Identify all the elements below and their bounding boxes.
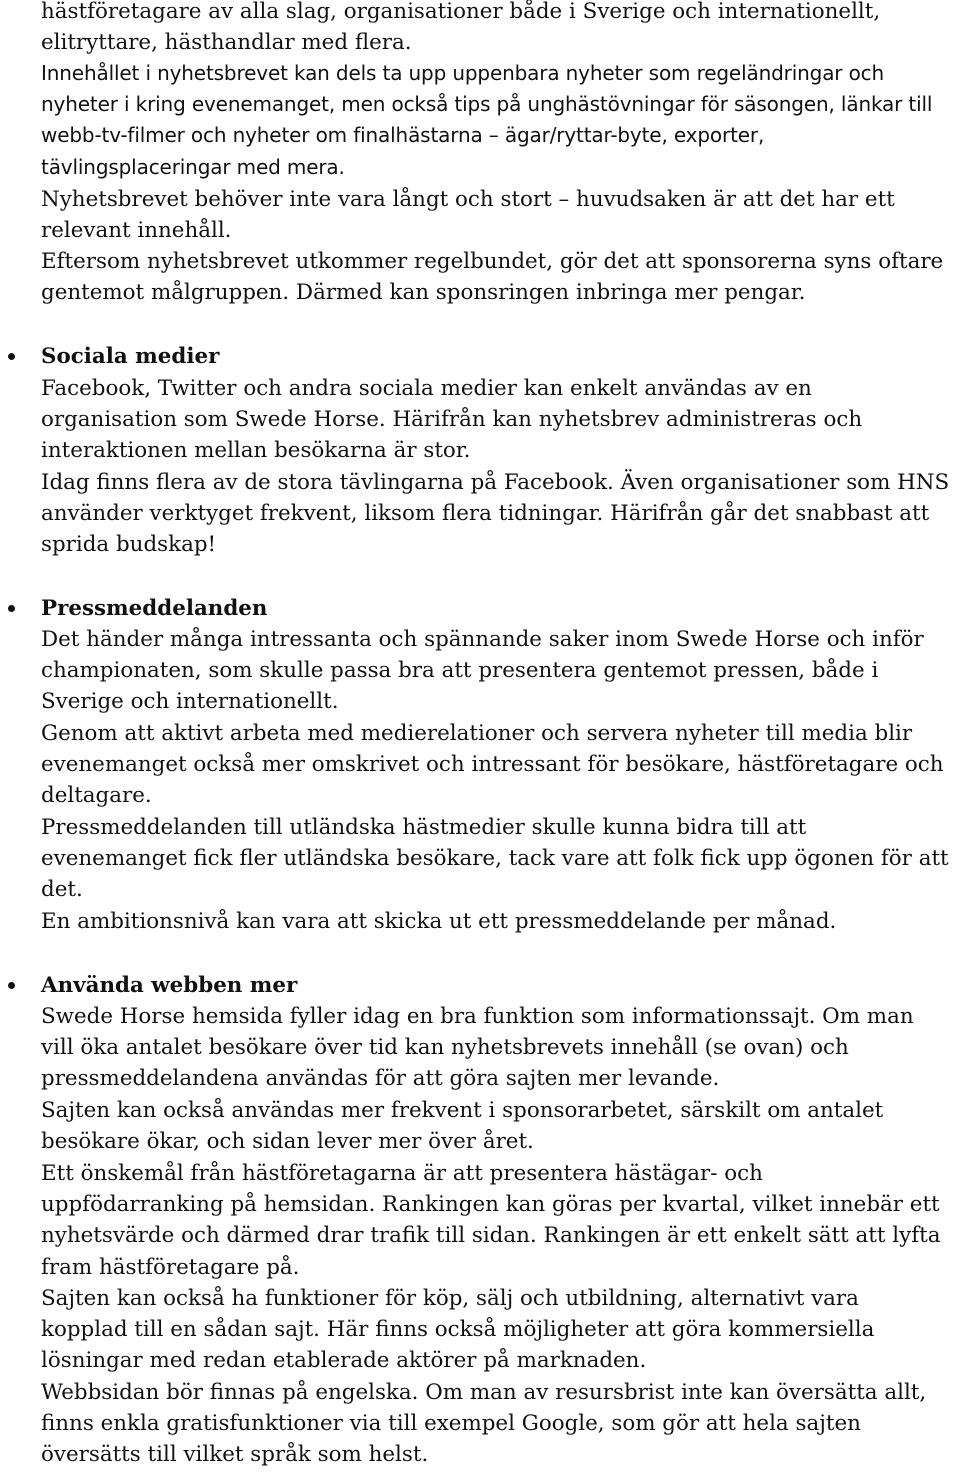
section-heading-pressmeddelanden: Pressmeddelanden [41,596,268,621]
section-heading-anvanda-webben: Använda webben mer [41,973,298,998]
pressmeddelanden-paragraph-1: Det händer många intressanta och spännande saker inom Swede Horse och inför championaten, som skulle passa bra att presentera gentemot pressen, både i Sverige och internationellt. [41,627,924,715]
anvanda-webben-paragraph-4: Sajten kan också ha funktioner för köp, sälj och utbildning, alternativt vara kopplad till en sådan sajt. Här finns också möjligheter att göra kommersiella lösningar med redan etablerade aktörer på marknaden. [41,1286,875,1374]
intro-paragraph-2: Innehållet i nyhetsbrevet kan dels ta upp uppenbara nyheter som regeländringar och nyheter i kring evenemanget, men också tips på unghästövningar för säsongen, länkar till webb-tv-filmer och nyheter om finalhästarna – ägar/ryttar-byte, exporter, tävlingsplaceringar med mera. [41,61,933,179]
sociala-medier-paragraph-1: Facebook, Twitter och andra sociala medier kan enkelt användas av en organisation som Swede Horse. Härifrån kan nyhetsbrev administreras och interaktionen mellan besökarna är stor. [41,376,863,464]
bullet-icon [8,605,15,612]
section-heading-sociala-medier: Sociala medier [41,344,220,369]
intro-paragraph-4: Eftersom nyhetsbrevet utkommer regelbundet, gör det att sponsorerna syns oftare gentemot målgruppen. Därmed kan sponsringen inbringa mer pengar. [41,249,944,306]
intro-paragraph-3: Nyhetsbrevet behöver inte vara långt och stort – huvudsaken är att det har ett relevant innehåll. [41,187,895,244]
anvanda-webben-paragraph-1: Swede Horse hemsida fyller idag en bra funktion som informationssajt. Om man vill öka antalet besökare över tid kan nyhetsbrevets innehåll (se ovan) och pressmeddelandena användas för att göra sajten mer levande. [41,1004,914,1092]
pressmeddelanden-paragraph-4: En ambitionsnivå kan vara att skicka ut ett pressmeddelande per månad. [41,909,837,934]
anvanda-webben-paragraph-2: Sajten kan också användas mer frekvent i sponsorarbetet, särskilt om antalet besökare ökar, och sidan lever mer över året. [41,1098,884,1155]
pressmeddelanden-paragraph-3: Pressmeddelanden till utländska hästmedier skulle kunna bidra till att evenemanget fick fler utländska besökare, tack vare att folk fick upp ögonen för att det. [41,815,949,903]
sociala-medier-paragraph-2: Idag finns flera av de stora tävlingarna på Facebook. Även organisationer som HNS använder verktyget frekvent, liksom flera tidningar. Härifrån går det snabbast att sprida budskap! [41,470,950,558]
anvanda-webben-paragraph-5: Webbsidan bör finnas på engelska. Om man av resursbrist inte kan översätta allt, finns enkla gratisfunktioner via till exempel Google, som gör att hela sajten översätts till vilket språk som helst. [41,1380,927,1468]
bullet-icon [8,982,15,989]
intro-paragraph-1: hästföretagare av alla slag, organisationer både i Sverige och internationellt, elitryttare, hästhandlar med flera. [41,0,881,56]
bullet-icon [8,353,15,360]
pressmeddelanden-paragraph-2: Genom att aktivt arbeta med medierelationer och servera nyheter till media blir evenemanget också mer omskrivet och intressant för besökare, hästföretagare och deltagare. [41,721,944,809]
anvanda-webben-paragraph-3: Ett önskemål från hästföretagarna är att presentera hästägar- och uppfödarranking på hemsidan. Rankingen kan göras per kvartal, vilket innebär ett nyhetsvärde och därmed drar trafik till sidan. Rankingen är ett enkelt sätt att lyfta fram hästföretagare på. [41,1161,941,1280]
